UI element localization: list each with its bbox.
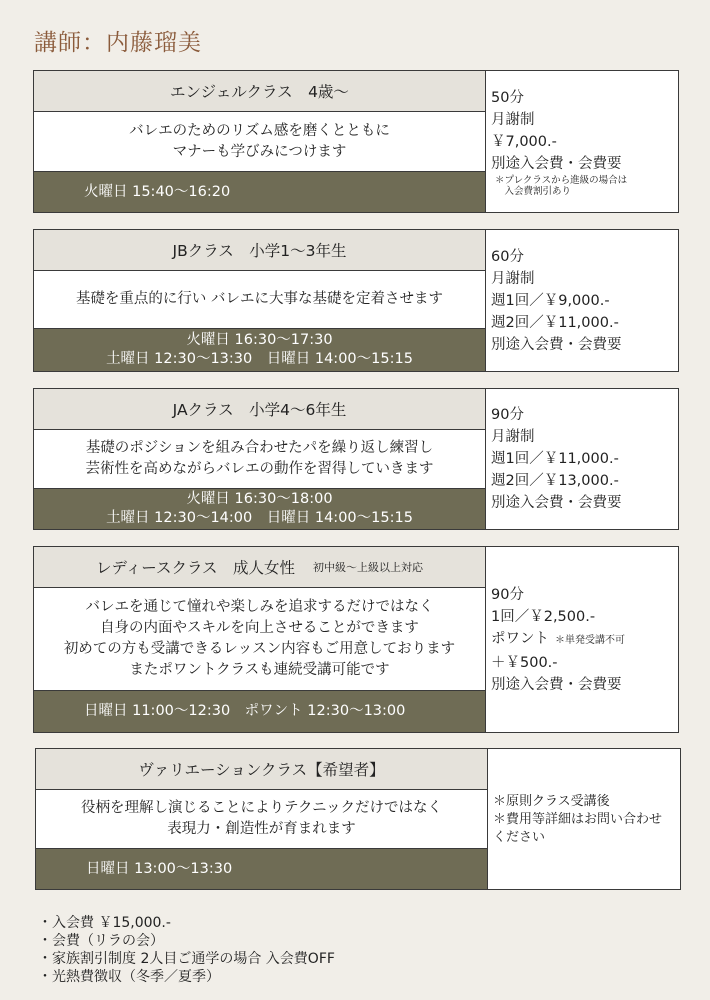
page-title: 講師：内藤瑠美 (34, 30, 202, 56)
class-description: バレエを通じて憧れや楽しみを追求するだけではなく 自身の内面やスキルを向上させることができます 初めての方も受講できるレッスン内容もご用意しております またポワントクラスも連続受講可能です (63, 599, 456, 678)
class-name: JBクラス 小学1〜3年生 (172, 242, 347, 260)
fee-note: ＊単発受講不可 (555, 634, 625, 646)
footer-item: ・光熱費徴収（冬季／夏季） (38, 969, 220, 985)
class-name: ヴァリエーションクラス【希望者】 (138, 761, 385, 779)
class-schedule: 火曜日 15:40〜16:20 (34, 171, 485, 212)
class-fees: 60分 月謝制 週1回／￥9,000.- 週2回／￥11,000.- 別途入会費・会費要 (491, 248, 622, 353)
class-title (34, 230, 485, 271)
class-notes: ＊原則クラス受講後 ＊費用等詳細はお問い合わせ ください (493, 794, 663, 845)
footer-item: ・入会費 ￥15,000.- (38, 915, 171, 931)
class-schedule: 日曜日 13:00〜13:30 (36, 848, 487, 889)
fee-note: ＊プレクラスから進級の場合は (495, 174, 628, 186)
class-card-ladies (33, 546, 679, 733)
footer-notes (38, 914, 335, 986)
class-description: 役柄を理解し演じることによりテクニックだけではなく 表現力・創造性が育まれます (80, 800, 443, 837)
class-card-ja (33, 388, 679, 530)
class-fees: 90分 月謝制 週1回／￥11,000.- 週2回／￥13,000.- 別途入会費・会費要 (491, 407, 622, 511)
class-name: レディースクラス 成人女性 (95, 559, 296, 577)
class-schedule: 火曜日 16:30〜18:00 土曜日 12:30〜14:00 日曜日 14:00〜15:15 (34, 488, 485, 529)
class-name: エンジェルクラス 4歳〜 (170, 83, 349, 101)
class-title (34, 547, 485, 588)
class-title (34, 389, 485, 430)
footer-item: ・会費（リラの会） (38, 933, 164, 949)
class-fees: 90分 1回／￥2,500.- ポワント ＊単発受講不可 ＋￥500.- 別途入会費・会費要 (491, 586, 625, 693)
class-description: バレエのためのリズム感を磨くとともに マナーも学びみにつけます (129, 122, 390, 160)
class-card-variation (35, 748, 681, 890)
fee-note: 入会費割引あり (495, 185, 572, 197)
class-schedule: 火曜日 16:30〜17:30 土曜日 12:30〜13:30 日曜日 14:00〜15:15 (34, 328, 485, 371)
class-description: 基礎のポジションを組み合わせたパを繰り返し練習し 芸術性を高めながらバレエの動作を習得していきます (85, 440, 434, 477)
class-schedule: 日曜日 11:00〜12:30 ポワント 12:30〜13:00 (34, 690, 485, 732)
class-fees: 50分 月謝制 ￥7,000.- 別途入会費・会費要 ＊プレクラスから進級の場合は 入会費割引あり (486, 71, 678, 212)
class-title (36, 749, 487, 790)
class-card-jb (33, 229, 679, 372)
class-description: 基礎を重点的に行い バレエに大事な基礎を定着させます (75, 291, 444, 307)
class-level-note: 初中級〜上級以上対応 (313, 561, 424, 574)
footer-item: ・家族割引制度 2人目ご通学の場合 入会費OFF (38, 951, 335, 967)
class-name: JAクラス 小学4〜6年生 (172, 401, 347, 419)
class-title (34, 71, 485, 112)
class-card-angel (33, 70, 679, 213)
